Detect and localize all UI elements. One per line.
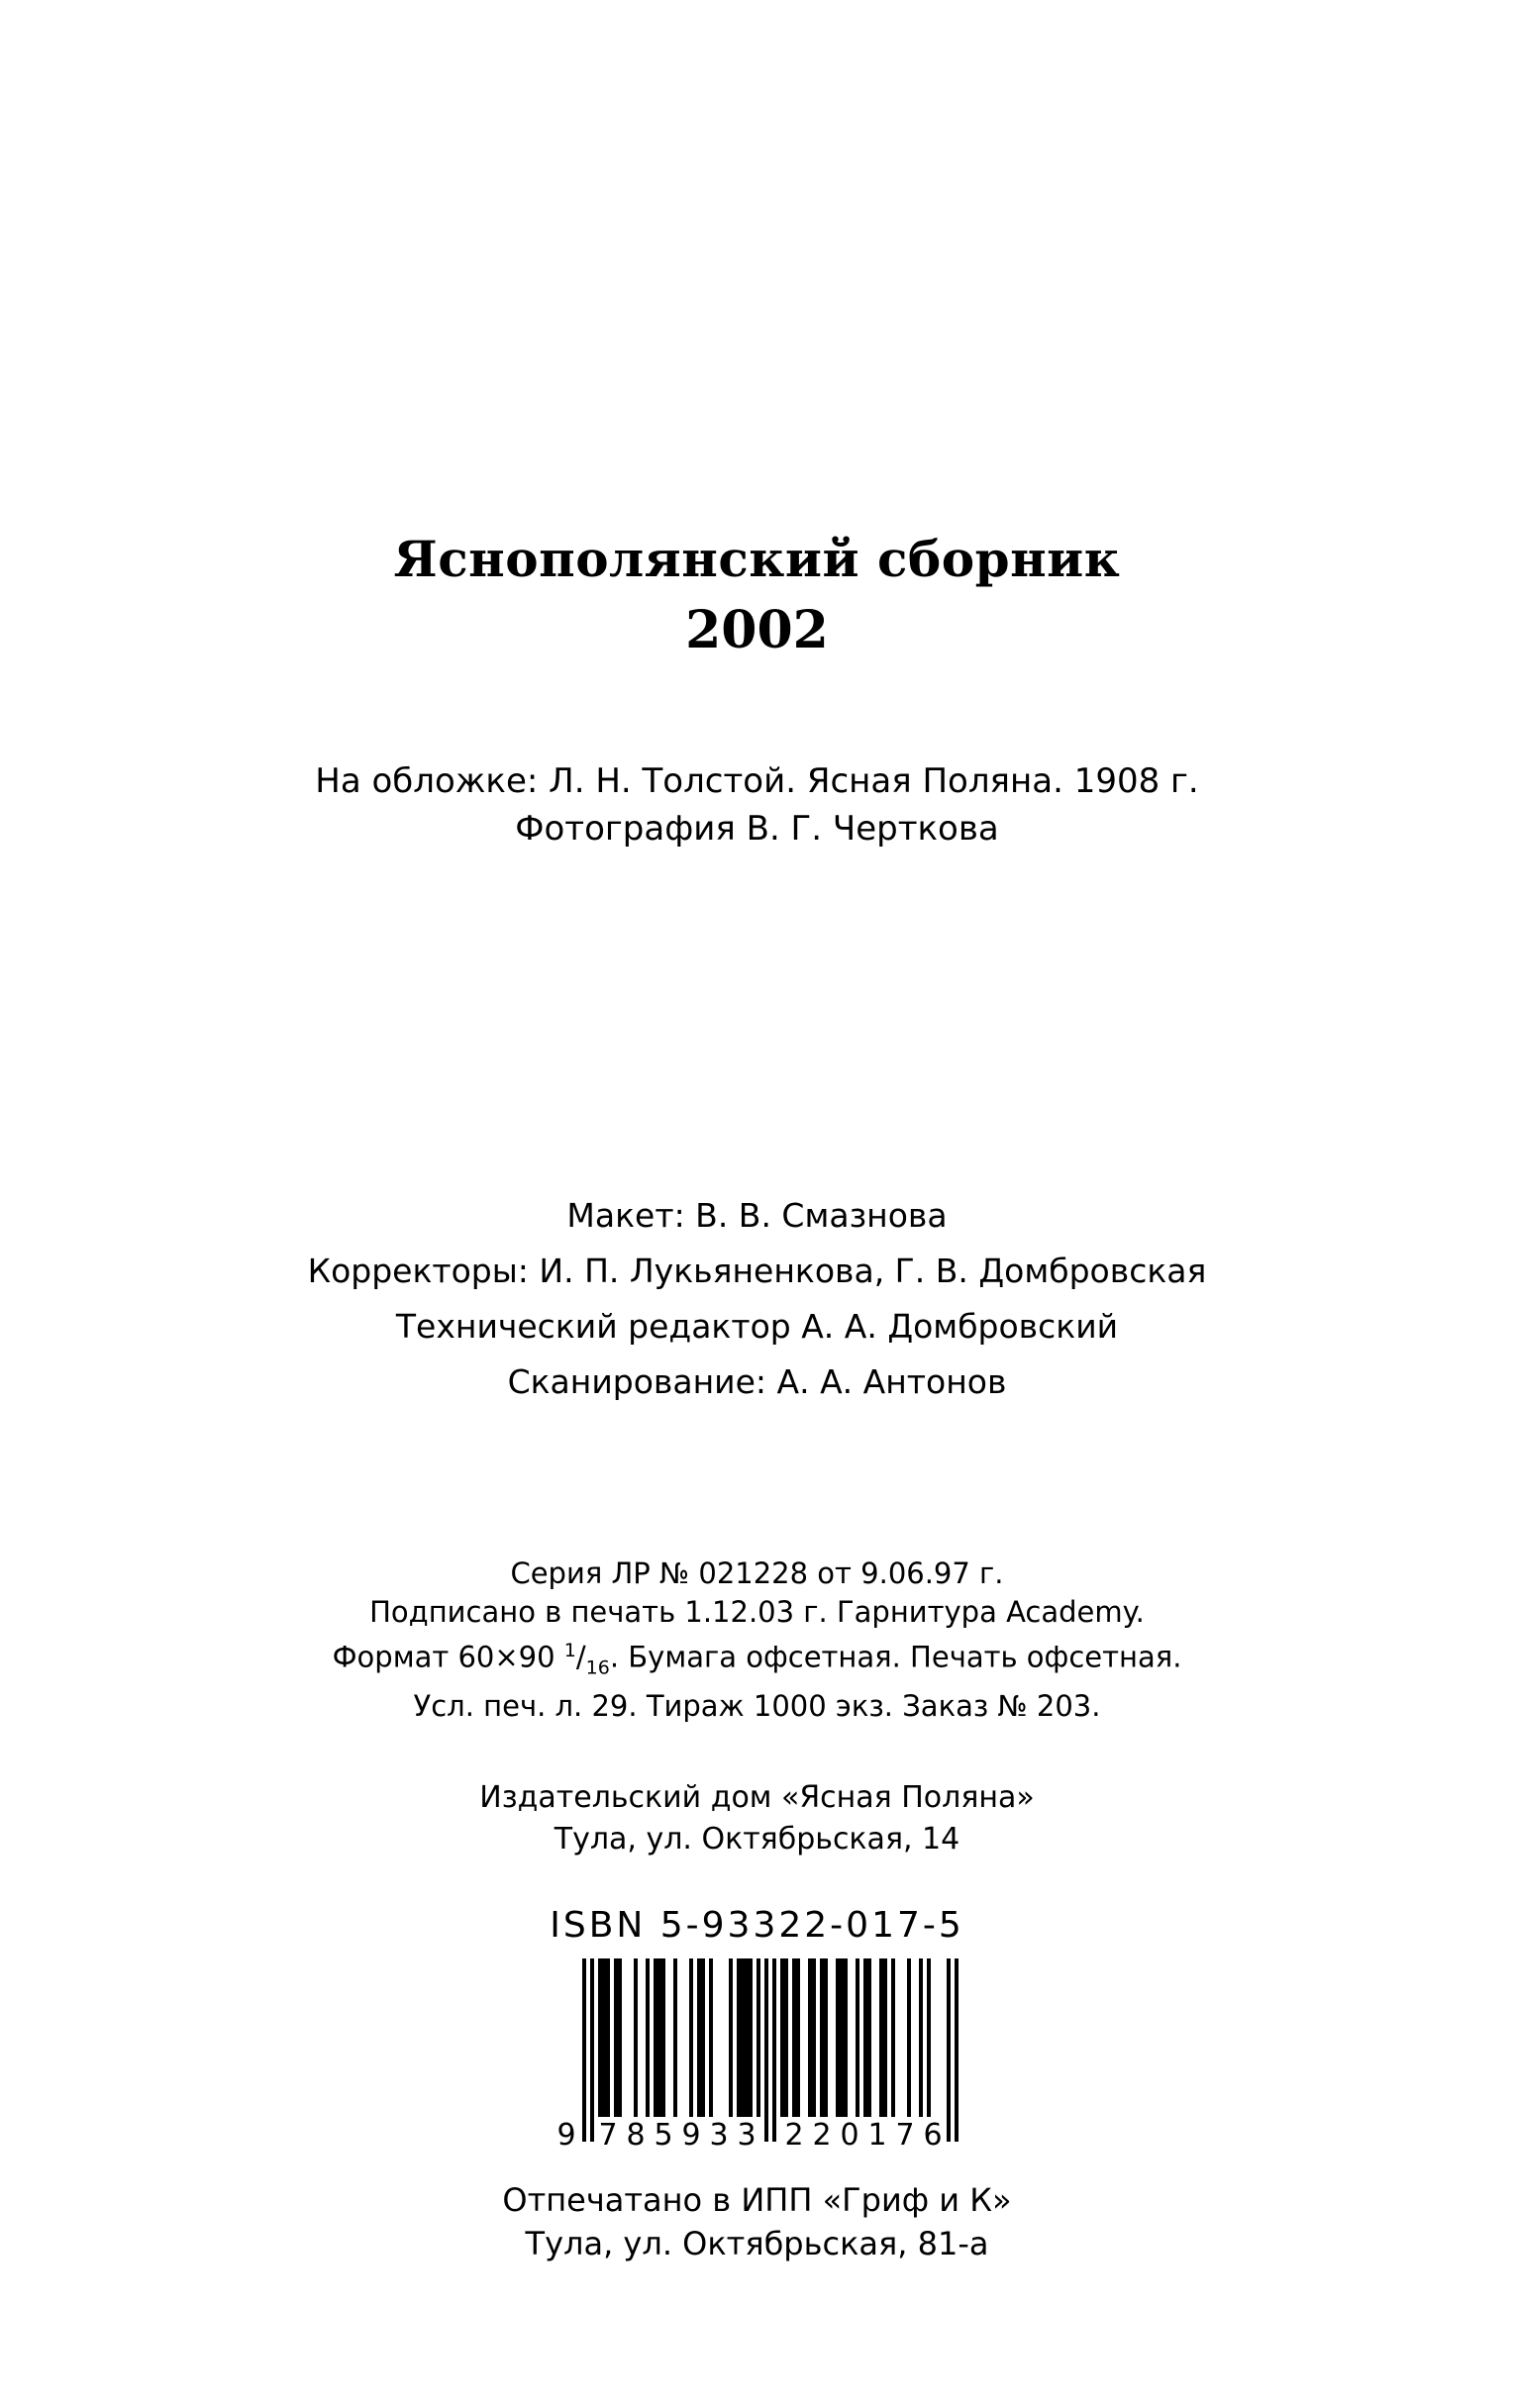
imprint-format-numerator: 1 [563,1640,576,1661]
barcode-bar [598,1958,602,2117]
barcode-bar [689,1958,693,2117]
isbn-label: ISBN 5-93322-017-5 [550,1905,964,1946]
barcode-digit: 2 [784,2118,804,2149]
imprint-signed: Подписано в печать 1.12.03 г. Гарнитура Academy. [369,1595,1145,1629]
barcode-bar [863,1958,867,2117]
barcode-bar [582,1958,586,2142]
barcode-bar [737,1958,741,2117]
barcode-bar [697,1958,701,2117]
barcode-bar [709,1958,713,2117]
barcode-bar [590,1958,594,2142]
barcode-bar [844,1958,848,2117]
book-title-year: 2002 [685,600,829,660]
barcode-bar [927,1958,931,2117]
barcode-bar [867,1958,871,2117]
barcode-bar [606,1958,610,2117]
printer-block [0,2178,1514,2265]
barcode-bar [792,1958,796,2117]
barcode-digit: 1 [867,2118,887,2149]
printer-address: Тула, ул. Октябрьская, 81-а [525,2225,989,2262]
book-title [0,525,1514,594]
barcode-bar [745,1958,749,2117]
barcode-bar [824,1958,828,2117]
barcode-digit: 8 [626,2118,646,2149]
credit-proofreaders: Корректоры: И. П. Лукьяненкова, Г. В. Домбровская [307,1252,1207,1290]
barcode-digit: 7 [895,2118,915,2149]
imprint-volume: Усл. печ. л. 29. Тираж 1000 экз. Заказ № 203. [413,1689,1101,1724]
barcode-bar [891,1958,895,2117]
imprint-format-denominator: 16 [585,1656,610,1679]
barcode-bar [947,1958,951,2142]
barcode-bar [836,1958,840,2117]
barcode-bar [729,1958,733,2117]
imprint-block [0,1555,1514,1726]
barcode-digit: 2 [812,2118,832,2149]
credit-layout: Макет: В. В. Смазнова [566,1196,948,1235]
barcode-bar [780,1958,784,2117]
barcode-bar [701,1958,705,2117]
barcode-bar [907,1958,911,2117]
barcode-graphic [555,1951,960,2149]
barcode-digit: 6 [923,2118,943,2149]
imprint-format-suffix: . Бумага офсетная. Печать офсетная. [609,1640,1182,1674]
barcode-bar [820,1958,824,2117]
cover-note-line1: На обложке: Л. Н. Толстой. Ясная Поляна. 1908 г. [315,761,1199,801]
isbn-barcode [555,1951,960,2149]
barcode-digit: 9 [681,2118,701,2149]
barcode-digit: 7 [598,2118,618,2149]
barcode-bar [646,1958,650,2117]
barcode-digit: 9 [556,2118,576,2149]
isbn-block [0,1904,1514,1948]
barcode-bar [634,1958,638,2117]
barcode-bar [749,1958,753,2117]
barcode-bar [879,1958,883,2117]
barcode-bar [673,1958,677,2117]
barcode-bar [618,1958,622,2117]
barcode-bar [840,1958,844,2117]
imprint-series: Серия ЛР № 021228 от 9.06.97 г. [510,1556,1004,1590]
cover-note [0,757,1514,853]
imprint-format: Формат 60×90 $^1/_{16}$. Бумага офсетная. Печать офсетная. [332,1640,1182,1679]
barcode-digit: 5 [654,2118,673,2149]
publisher-block [0,1777,1514,1860]
barcode-digit: 0 [840,2118,859,2149]
publisher-name: Издательский дом «Ясная Поляна» [479,1780,1035,1815]
barcode-bar [764,1958,768,2142]
barcode-bar [757,1958,760,2117]
barcode-bar [772,1958,776,2142]
printer-name: Отпечатано в ИПП «Гриф и К» [502,2181,1012,2219]
book-year [0,596,1514,665]
barcode-bar [919,1958,923,2117]
barcode-bar [883,1958,887,2117]
barcode-bar [808,1958,812,2117]
barcode-bar [955,1958,959,2142]
barcode-bar [796,1958,800,2117]
imprint-format-prefix: Формат 60×90 [332,1640,564,1674]
barcode-digit: 3 [737,2118,757,2149]
credit-tech-editor: Технический редактор А. А. Домбровский [395,1307,1119,1346]
barcode-bar [741,1958,745,2117]
book-title-main: Яснополянский сборник [393,530,1121,588]
barcode-bar [812,1958,816,2117]
barcode-bar [784,1958,788,2117]
barcode-digit: 3 [709,2118,729,2149]
barcode-bar [602,1958,606,2117]
barcode-bar [614,1958,618,2117]
credit-scanning: Сканирование: А. А. Антонов [507,1362,1007,1401]
barcode-bar [657,1958,661,2117]
publisher-address: Тула, ул. Октябрьская, 14 [554,1822,960,1856]
barcode-bar [654,1958,657,2117]
barcode-bar [661,1958,665,2117]
cover-note-line2: Фотография В. Г. Черткова [515,809,999,849]
credits-block [0,1188,1514,1410]
barcode-bar [856,1958,859,2117]
